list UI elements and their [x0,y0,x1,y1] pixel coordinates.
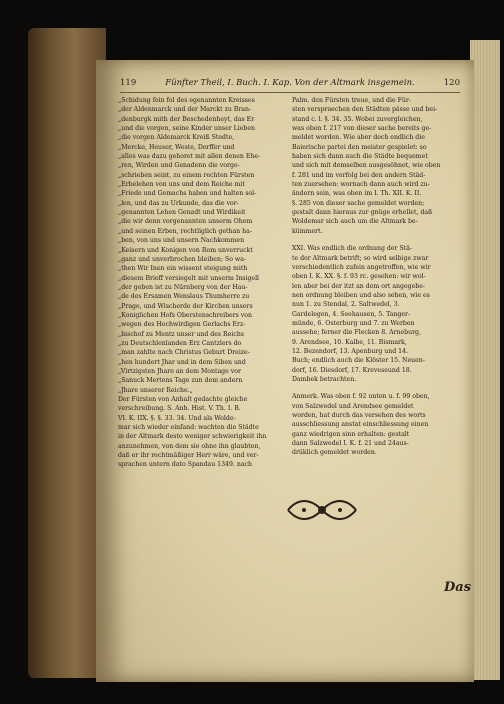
text-line: von Salzwedel und Arendsee gemeldet [292,402,414,410]
text-line: dann Salzwedel I. K. f. 21 und 24aus- [292,440,409,448]
text-line: aussehe; ferner die Flecken 8. Arneburg, [292,329,421,337]
text-line: „Friede und Gemachs haben und halten sol- [118,190,257,198]
text-line: Baierische partei den meister gespielet: so [292,143,427,151]
text-line: verschiedentlich zufein angetroffen, wie wir [292,263,431,271]
text-line: meldet worden. Wie aber doch endlich die [292,134,425,142]
text-line: XXI. Was endlich die ordnung der Stä- [292,245,412,253]
text-line: haben sich dann auch die Städte bequemet [292,153,428,161]
text-line: „der Aldenmarck und der Marckt zu Bran- [118,106,252,114]
text-line: nen ordnung bleiben und also sehen, wie es [292,291,430,299]
text-line: „alles was dazu gehoret mit allen denen Ehe- [118,153,261,161]
text-line: len aber bei der itzt an dem ort angegebe- [292,282,425,290]
book-page [96,60,474,682]
header-title: Fünfter Theil, I. Buch. I. Kap. Von der Altmark insgemein. [165,78,415,88]
text-line: „und die vorgen, seine Kinder unser Lieben [118,125,256,133]
text-line: in der Altmark desto weniger schwierigkeit ihn [118,433,267,441]
text-line: worden, hat durch das versehen des worts [292,412,426,419]
text-line: „Sanuck Mertens Tage zun dem andern [118,377,243,385]
text-line: drüklich gemeldet worden. [292,449,377,457]
text-line: „ren, Wirden und Genadenn die vorge- [118,162,240,170]
text-line: was oben f. 217 von dieser sache bereits ge- [292,125,432,133]
text-line: „len, und das zu Urkunde, das die vor- [118,199,239,207]
text-line: Dambek betrachten. [292,375,357,383]
text-line: „hen hundert Jhar und in dem Siben und [118,358,246,366]
text-line: „und seinen Erben, rechtliglich gethan ha- [118,227,252,235]
text-line: „Virtzigsten Jhare an dem Montage vor [118,367,241,375]
book-edge [28,28,106,678]
page-stack-edge [470,40,500,680]
annotation-note [292,392,462,457]
right-page-number: 120 [443,78,460,88]
text-line: „diesem Brieff versiegelt mit unserm Insigell [118,274,260,282]
text-line: „die wir denn vorgenannten unserm Ohem [118,218,253,226]
catchword: Das [444,580,472,595]
text-line: „Keisern und Konigen von Rom unverruckt [118,246,253,254]
text-line: te der Altmark betrift; so wird selbige zwar [292,254,429,262]
text-line: Anmerk. Was oben f. 92 unten u. f. 99 oben, [292,393,430,401]
left-text-column [118,96,284,470]
text-line: oben I. K. XX. §. f. 93 rc. gesehen: wir wol- [292,273,426,281]
text-line: „wegen des Hochwirdigen Gerlachs Erz- [118,321,246,329]
text-line: „man zahlte nach Christus Geburt Dreize- [118,349,250,357]
text-line: gestalt dann hieraus zur gnüge erhellet, daß [292,209,433,217]
text-line: stand c. l. §. 34. 35. Wobei zuvergleichen, [292,115,423,123]
text-line: 12. Bezendorf, 13. Apenburg und 14. [292,347,409,355]
text-line: „der geben ist zu Nürnberg von der Hau- [118,283,248,291]
right-text-column [292,96,462,458]
text-line: „denburgk mith der Beschedenheyt, das Er [118,115,255,123]
text-line: verschreibung. S. Anh. Hist. V. Th. I. B. [118,405,241,413]
decorative-ornament-icon [284,496,360,524]
text-line: „Erbelehen von uns und dem Reiche mit [118,181,245,189]
text-line: Woldemar sich auch um die Altmark be- [292,218,418,226]
text-line: f. 281 und im verfolg bei den andern Städ- [292,171,426,179]
text-line: sten verspraechen den Städten pässe und bei- [292,106,438,114]
text-line: und sich mit demselben ausgesöhnet, wie oben [292,162,441,170]
left-page-number: 119 [120,78,137,88]
text-line: kümmert. [292,227,323,235]
text-line: Palm. den Fürsten treue, und die Für- [292,97,411,104]
text-line: ganz wiedrigen sinn erhalten: gestalt [292,430,410,438]
section-xxi [292,244,462,384]
text-line: daß er ihr rechtmäßiger Herr wäre, und ver- [118,452,259,460]
text-line: „bischof zu Mentz unser und des Reichs [118,330,244,338]
text-line: Buch; endlich auch die Klöster 15. Neuen- [292,357,425,365]
right-column-top-text [292,96,462,236]
text-line: Der Fürsten von Anhalt gedachte gleiche [118,396,248,403]
text-line: mar sich wieder einfand: wachten die Städte [118,424,259,432]
text-line: „Schidung fein fol des egenannten Kreisses [118,97,255,104]
text-line: nun 1. zu Stendal, 2. Saltwedel, 3. [292,301,400,309]
text-line: sprachen untern dato Spandau 1349. nach [118,461,252,469]
text-line: „schrieben seint, zu einem rechten Fürsten [118,171,255,179]
text-line: „Mercke, Heuser, Weste, Dorffer und [118,143,235,151]
text-line: „genannten Lehen Genadt und Wirdikeit [118,209,246,217]
running-header [120,76,460,93]
text-line: „then Wir Inen ein wissent steigung mith [118,265,248,273]
text-line: „zu Deutschlenlanden Erz Cantzlers do [118,339,242,347]
text-line: „Jhare unserer Reiche.„ [118,386,193,394]
text-line: „Prage, und Wischerde der Kirchen unsers [118,302,253,310]
text-line: münde, 6. Osterburg und 7. zu Werben [292,319,415,327]
text-line: „Koniglichen Hofs Oberstenschreibers von [118,311,253,319]
text-line: anzunehmen, von dem sie ohne ihn glaubten, [118,442,261,450]
text-line: „ganz und unverbrochen bleiben; So wa- [118,255,247,263]
text-line: Gardelegen, 4. Seehausen, 5. Tanger- [292,310,411,318]
text-line: 9. Arendsee, 10. Kalbe, 11. Bismark, [292,338,407,346]
text-line: „die vorgen Aldemarck Kreiß Stedte, [118,134,235,142]
text-line: VI. K. IIX. §. §. 33. 34. Und als Wolde- [118,414,236,422]
text-line: „ben, von uns und unsern Nachkommen [118,237,245,245]
text-line: dorf, 16. Diesdorf, 17. Kreveseund 18. [292,366,412,374]
text-line: ausschliessung anstat einschliessung einen [292,421,429,429]
text-line: §. 285 von dieser sache gemeldet worden; [292,199,425,207]
text-line: „de des Ersamen Wenslaus Thumherre zu [118,293,250,301]
text-line: ändern sein, was oben im I. Th. XII. K. II. [292,190,422,198]
text-line: ten zuersehen: wornach dann auch wird zu- [292,181,430,189]
